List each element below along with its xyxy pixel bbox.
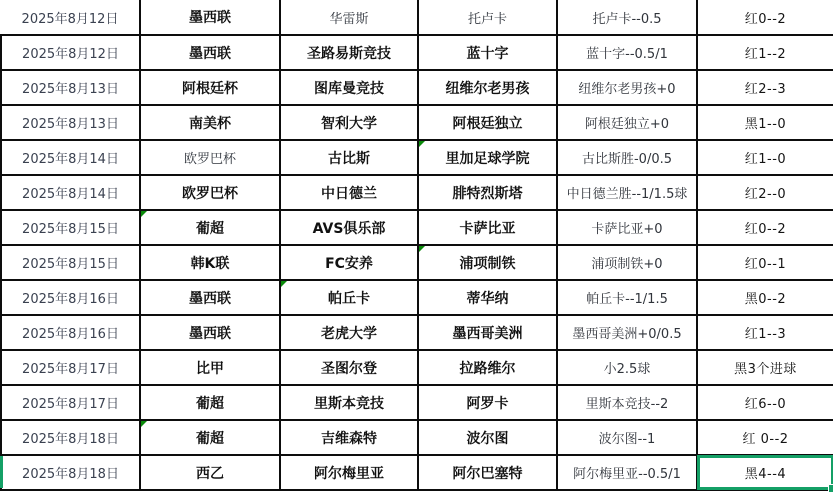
cell-league[interactable]: 葡超 xyxy=(140,420,280,455)
cell-home-team[interactable]: 帕丘卡 xyxy=(280,280,418,315)
cell-away-team[interactable]: 墨西哥美洲 xyxy=(418,315,557,350)
cell-date[interactable]: 2025年8月17日 xyxy=(1,350,140,385)
cell-date[interactable]: 2025年8月14日 xyxy=(1,140,140,175)
cell-handicap[interactable]: 古比斯胜-0/0.5 xyxy=(557,140,697,175)
error-indicator-icon xyxy=(419,141,425,147)
table-row xyxy=(1,315,833,350)
cell-home-team[interactable]: 智利大学 xyxy=(280,105,418,140)
cell-home-team[interactable]: 老虎大学 xyxy=(280,315,418,350)
cell-handicap[interactable]: 托卢卡--0.5 xyxy=(557,0,697,35)
cell-away-team[interactable]: 蓝十字 xyxy=(418,35,557,70)
cell-date[interactable]: 2025年8月13日 xyxy=(1,105,140,140)
cell-home-team[interactable]: 古比斯 xyxy=(280,140,418,175)
cell-home-team[interactable]: 里斯本竞技 xyxy=(280,385,418,420)
cell-handicap[interactable]: 卡萨比亚+0 xyxy=(557,210,697,245)
cell-handicap[interactable]: 里斯本竞技--2 xyxy=(557,385,697,420)
cell-handicap[interactable]: 蓝十字--0.5/1 xyxy=(557,35,697,70)
cell-result[interactable]: 黑4--4 xyxy=(697,455,833,490)
table-row xyxy=(1,455,833,490)
cell-league[interactable]: 墨西联 xyxy=(140,280,280,315)
cell-date[interactable]: 2025年8月15日 xyxy=(1,245,140,280)
cell-league[interactable]: 韩K联 xyxy=(140,245,280,280)
cell-home-team[interactable]: 圣路易斯竞技 xyxy=(280,35,418,70)
cell-date[interactable]: 2025年8月13日 xyxy=(1,70,140,105)
table-row xyxy=(1,105,833,140)
cell-result[interactable]: 黑1--0 xyxy=(697,105,833,140)
cell-away-team[interactable]: 拉路维尔 xyxy=(418,350,557,385)
cell-date[interactable]: 2025年8月18日 xyxy=(1,420,140,455)
cell-home-team[interactable]: FC安养 xyxy=(280,245,418,280)
cell-handicap[interactable]: 纽维尔老男孩+0 xyxy=(557,70,697,105)
table-row xyxy=(1,245,833,280)
table-row xyxy=(1,35,833,70)
cell-league[interactable]: 南美杯 xyxy=(140,105,280,140)
table-row xyxy=(1,0,833,35)
cell-result[interactable]: 红6--0 xyxy=(697,385,833,420)
table-row xyxy=(1,385,833,420)
error-indicator-icon xyxy=(281,281,287,287)
cell-league[interactable]: 墨西联 xyxy=(140,0,280,35)
cell-home-team[interactable]: 中日德兰 xyxy=(280,175,418,210)
cell-home-team[interactable]: 阿尔梅里亚 xyxy=(280,455,418,490)
cell-date[interactable]: 2025年8月16日 xyxy=(1,315,140,350)
cell-away-team[interactable]: 波尔图 xyxy=(418,420,557,455)
selection-fill-handle[interactable] xyxy=(828,484,833,493)
cell-away-team[interactable]: 阿罗卡 xyxy=(418,385,557,420)
cell-league[interactable]: 墨西联 xyxy=(140,35,280,70)
cell-handicap[interactable]: 中日德兰胜--1/1.5球 xyxy=(557,175,697,210)
cell-date[interactable]: 2025年8月14日 xyxy=(1,175,140,210)
cell-league[interactable]: 葡超 xyxy=(140,210,280,245)
cell-away-team[interactable]: 浦项制铁 xyxy=(418,245,557,280)
cell-league[interactable]: 阿根廷杯 xyxy=(140,70,280,105)
cell-result[interactable]: 红0--2 xyxy=(697,210,833,245)
error-indicator-icon xyxy=(141,421,147,427)
cell-away-team[interactable]: 里加足球学院 xyxy=(418,140,557,175)
cell-away-team[interactable]: 托卢卡 xyxy=(418,0,557,35)
table-row xyxy=(1,175,833,210)
error-indicator-icon xyxy=(419,246,425,252)
table-row xyxy=(1,210,833,245)
cell-league[interactable]: 比甲 xyxy=(140,350,280,385)
cell-result[interactable]: 红 0--2 xyxy=(697,420,833,455)
cell-home-team[interactable]: 吉维森特 xyxy=(280,420,418,455)
cell-league[interactable]: 西乙 xyxy=(140,455,280,490)
table-row xyxy=(1,280,833,315)
cell-date[interactable]: 2025年8月17日 xyxy=(1,385,140,420)
cell-away-team[interactable]: 阿尔巴塞特 xyxy=(418,455,557,490)
cell-result[interactable]: 红1--0 xyxy=(697,140,833,175)
cell-home-team[interactable]: 圣图尔登 xyxy=(280,350,418,385)
cell-result[interactable]: 红2--3 xyxy=(697,70,833,105)
cell-handicap[interactable]: 墨西哥美洲+0/0.5 xyxy=(557,315,697,350)
cell-result[interactable]: 红2--0 xyxy=(697,175,833,210)
cell-result[interactable]: 黑0--2 xyxy=(697,280,833,315)
cell-result[interactable]: 红1--3 xyxy=(697,315,833,350)
cell-league[interactable]: 葡超 xyxy=(140,385,280,420)
cell-league[interactable]: 欧罗巴杯 xyxy=(140,175,280,210)
cell-date[interactable]: 2025年8月12日 xyxy=(1,35,140,70)
cell-result[interactable]: 红1--2 xyxy=(697,35,833,70)
cell-handicap[interactable]: 阿尔梅里亚--0.5/1 xyxy=(557,455,697,490)
cell-handicap[interactable]: 阿根廷独立+0 xyxy=(557,105,697,140)
cell-home-team[interactable]: 图库曼竞技 xyxy=(280,70,418,105)
table-body xyxy=(1,0,833,490)
table-row xyxy=(1,140,833,175)
cell-date[interactable]: 2025年8月18日 xyxy=(1,455,140,490)
error-indicator-icon xyxy=(141,211,147,217)
cell-date[interactable]: 2025年8月12日 xyxy=(1,0,140,35)
selected-row-indicator xyxy=(0,456,3,488)
cell-home-team[interactable]: AVS俱乐部 xyxy=(280,210,418,245)
table-row xyxy=(1,70,833,105)
cell-handicap[interactable]: 浦项制铁+0 xyxy=(557,245,697,280)
cell-away-team[interactable]: 卡萨比亚 xyxy=(418,210,557,245)
cell-home-team[interactable]: 华雷斯 xyxy=(280,0,418,35)
cell-result[interactable]: 红0--1 xyxy=(697,245,833,280)
cell-handicap[interactable]: 波尔图--1 xyxy=(557,420,697,455)
cell-away-team[interactable]: 蒂华纳 xyxy=(418,280,557,315)
cell-result[interactable]: 红0--2 xyxy=(697,0,833,35)
cell-league[interactable]: 墨西联 xyxy=(140,315,280,350)
cell-handicap[interactable]: 小2.5球 xyxy=(557,350,697,385)
table-row xyxy=(1,350,833,385)
cell-league[interactable]: 欧罗巴杯 xyxy=(140,140,280,175)
cell-date[interactable]: 2025年8月16日 xyxy=(1,280,140,315)
cell-away-team[interactable]: 腓特烈斯塔 xyxy=(418,175,557,210)
cell-away-team[interactable]: 阿根廷独立 xyxy=(418,105,557,140)
cell-handicap[interactable]: 帕丘卡--1/1.5 xyxy=(557,280,697,315)
cell-away-team[interactable]: 纽维尔老男孩 xyxy=(418,70,557,105)
cell-date[interactable]: 2025年8月15日 xyxy=(1,210,140,245)
table-row xyxy=(1,420,833,455)
cell-result[interactable]: 黑3个进球 xyxy=(697,350,833,385)
